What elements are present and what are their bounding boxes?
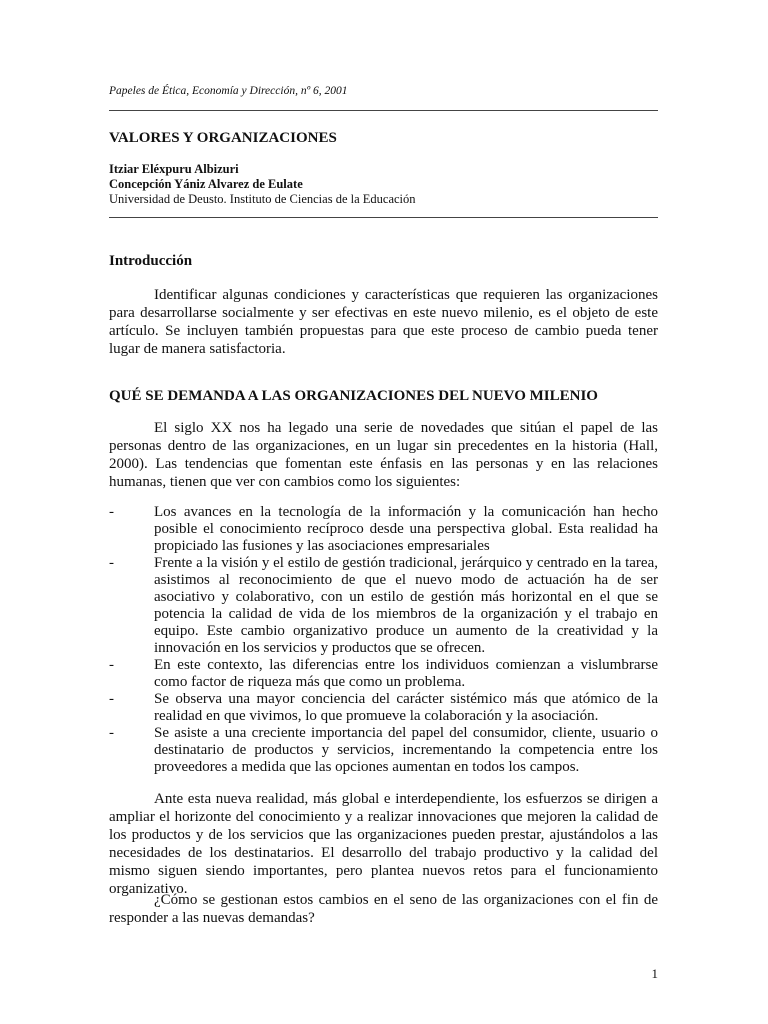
bullet-marker: - (109, 725, 114, 741)
list-item-text: Frente a la visión y el estilo de gestión tradicional, jerárquico y centrado en la tarea, asistimos al reconocimiento de que el nuevo modo de actuación ha de ser asociativo y colaborativo, con un estilo de gestión más horizontal en el que se potencia la calidad de vida de los miembros de la organización y el trabajo en equipo. Este cambio organizativo produce un aumento de la creatividad y la innovación en los servicios y productos que se ofrecen. (154, 555, 658, 656)
list-item-text: Se observa una mayor conciencia del carácter sistémico más que atómico de la realidad en que vivimos, lo que promueve la colaboración y la asociación. (154, 691, 658, 724)
bullet-marker: - (109, 691, 114, 707)
page-number: 1 (651, 966, 658, 981)
author-name: Itziar Eléxpuru Albizuri (109, 162, 239, 176)
header-divider (109, 110, 658, 111)
list-item (109, 657, 658, 691)
authors-divider (109, 217, 658, 218)
list-item-text: Se asiste a una creciente importancia del papel del consumidor, cliente, usuario o destinatario de productos y servicios, incrementando la competencia entre los proveedores a medida que las opciones aumentan en todos los campos. (154, 725, 658, 775)
list-item-text: Los avances en la tecnología de la información y la comunicación han hecho posible el conocimiento recíproco desde una perspectiva global. Esta realidad ha propiciado las fusiones y las asociaciones empresariales (154, 504, 658, 554)
introduction-heading: Introducción (109, 253, 193, 269)
journal-header: Papeles de Ética, Economía y Dirección, nº 6, 2001 (109, 85, 348, 97)
list-item (109, 504, 658, 555)
bullet-marker: - (109, 555, 114, 571)
list-item (109, 555, 658, 657)
article-title: VALORES Y ORGANIZACIONES (109, 130, 337, 146)
bullet-marker: - (109, 504, 114, 520)
author-name: Concepción Yániz Alvarez de Eulate (109, 177, 303, 191)
author-affiliation: Universidad de Deusto. Instituto de Ciencias de la Educación (109, 192, 416, 206)
bullet-list (109, 504, 658, 776)
section-paragraph: Ante esta nueva realidad, más global e interdependiente, los esfuerzos se dirigen a ampliar el horizonte del conocimiento y a realizar innovaciones que mejoren la calidad de los productos y de los servicios que las organizaciones pueden prestar, ajustándolos a las necesidades de los destinatarios. El desarrollo del trabajo productivo y la calidad del mismo siguen siendo importantes, pero plantea nuevos retos para el funcionamiento organizativo. (109, 791, 658, 897)
section-question: ¿Cómo se gestionan estos cambios en el seno de las organizaciones con el fin de responder a las nuevas demandas? (109, 892, 658, 926)
author-block (109, 162, 658, 207)
list-item (109, 691, 658, 725)
introduction-paragraph: Identificar algunas condiciones y características que requieren las organizaciones para desarrollarse socialmente y ser efectivas en este nuevo milenio, es el objeto de este artículo. Se incluyen también propuestas para que este proceso de cambio pueda tener lugar de manera satisfactoria. (109, 287, 658, 357)
section-heading: QUÉ SE DEMANDA A LAS ORGANIZACIONES DEL NUEVO MILENIO (109, 388, 598, 404)
bullet-marker: - (109, 657, 114, 673)
list-item-text: En este contexto, las diferencias entre los individuos comienzan a vislumbrarse como factor de riqueza más que como un problema. (154, 657, 658, 690)
section-paragraph: El siglo XX nos ha legado una serie de novedades que sitúan el papel de las personas dentro de las organizaciones, en un lugar sin precedentes en la historia (Hall, 2000). Las tendencias que fomentan este énfasis en las personas y en las relaciones humanas, tienen que ver con cambios como los siguientes: (109, 420, 658, 490)
list-item (109, 725, 658, 776)
